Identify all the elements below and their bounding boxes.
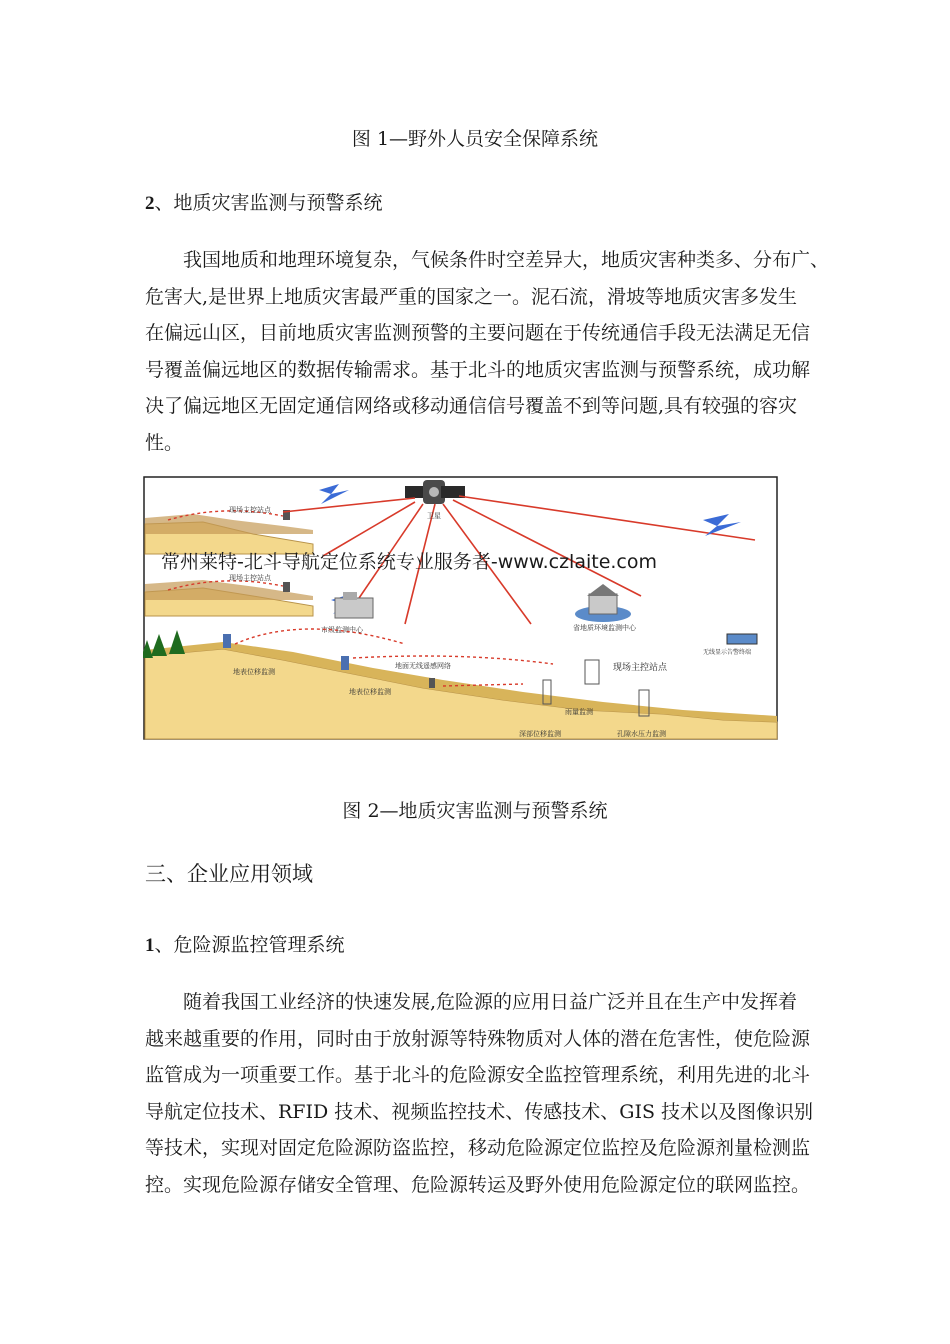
paragraph-line: 监管成为一项重要工作。基于北斗的危险源安全监控管理系统，利用先进的北斗: [145, 1064, 811, 1087]
section-3-1-number: 1: [145, 935, 155, 956]
station-label-2: 现场主控站点: [229, 574, 271, 582]
paragraph-hazard-source: [145, 984, 814, 1204]
paragraph-line: 性。: [145, 431, 184, 454]
paragraph-geological-hazards: [145, 242, 830, 462]
figure-2-diagram: [143, 474, 780, 742]
wireless-net-label: 地面无线遥感网络: [395, 662, 451, 670]
paragraph-line: 决了偏远地区无固定通信网络或移动通信信号覆盖不到等问题,具有较强的容灾: [145, 395, 798, 418]
section-3-1-title: 、危险源监控管理系统: [154, 934, 345, 956]
city-center-label: 市级监测中心: [321, 626, 363, 634]
geohazard-system-illustration: [143, 474, 780, 742]
section-2-heading: [145, 188, 383, 215]
paragraph-line: 在偏远山区，目前地质灾害监测预警的主要问题在于传统通信手段无法满足无信: [145, 322, 811, 345]
station-label-1: 现场主控站点: [229, 506, 271, 514]
province-center-label: 省地质环境监测中心: [573, 624, 636, 632]
sensor-label-1: 地表位移监测: [233, 668, 275, 676]
alarm-terminal-label: 无线显示告警终端: [703, 649, 752, 656]
paragraph-line: 越来越重要的作用，同时由于放射源等特殊物质对人体的潜在危害性，使危险源: [145, 1027, 811, 1050]
paragraph-line: 控。实现危险源存储安全管理、危险源转运及野外使用危险源定位的联网监控。: [145, 1173, 811, 1196]
paragraph-line: 我国地质和地理环境复杂，气候条件时空差异大，地质灾害种类多、分布广、: [183, 249, 830, 271]
upper-terrain-2: [145, 580, 313, 616]
section-2-title: 、地质灾害监测与预警系统: [154, 192, 383, 214]
water-pressure-label: 孔隙水压力监测: [617, 730, 666, 738]
field-station-label: 现场主控站点: [613, 663, 668, 673]
paragraph-line: 导航定位技术、RFID 技术、视频监控技术、传感技术、GIS 技术以及图像识别: [145, 1100, 814, 1123]
section-3-title: 三、企业应用领域: [145, 862, 313, 886]
paragraph-line: 随着我国工业经济的快速发展,危险源的应用日益广泛并且在生产中发挥着: [183, 991, 798, 1013]
figure-1-caption: 图 1—野外人员安全保障系统: [351, 128, 599, 150]
paragraph-line: 等技术，实现对固定危险源防盗监控，移动危险源定位监控及危险源剂量检测监: [145, 1137, 811, 1160]
paragraph-line: 号覆盖偏远地区的数据传输需求。基于北斗的地质灾害监测与预警系统，成功解: [145, 358, 811, 381]
rain-label: 雨量监测: [565, 708, 593, 716]
satellite-label: 卫星: [427, 512, 441, 520]
sensor-label-2: 地表位移监测: [349, 688, 391, 696]
figure-2-caption: 图 2—地质灾害监测与预警系统: [342, 800, 608, 822]
watermark-text: 常州莱特-北斗导航定位系统专业服务者-www.czlaite.com: [161, 551, 658, 573]
paragraph-line: 危害大,是世界上地质灾害最严重的国家之一。泥石流，滑坡等地质灾害多发生: [145, 285, 798, 308]
deep-displacement-label: 深部位移监测: [519, 730, 561, 738]
section-3-1-heading: [145, 930, 345, 957]
section-2-number: 2: [145, 193, 155, 214]
